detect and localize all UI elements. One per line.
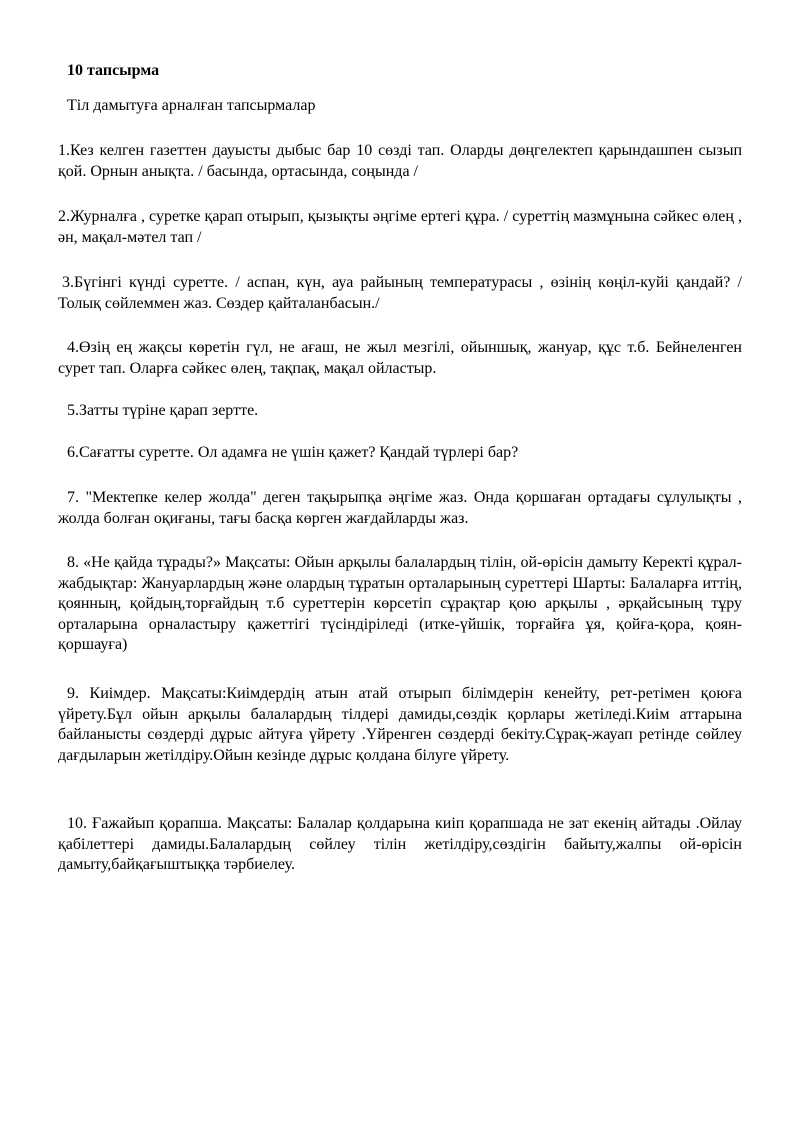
task-9: 9. Киімдер. Мақсаты:Киімдердің атын атай отырып білімдерін кенейту, рет-ретімен қоюға үйрету.Бұл ойын арқылы балалардың тілдері дамиды,сөздік қорлары жетіледі.Киім аттарына байланысты сөздерді дұрыс айтуға үйрету .Үйренген сөздерді бекіту.Сұрақ-жауап ретінде сөйлеу дағдыларын жетілдіру.Ойын кезінде дұрыс қолдана білуге үйрету. <box>58 685 742 764</box>
task-1: 1.Кез келген газеттен дауысты дыбыс бар 10 сөзді тап. Оларды дөңгелектеп қарындашпен сызып қой. Орнын анықта. / басында, ортасында, соңында / <box>58 142 742 180</box>
task-8: 8. «Не қайда тұрады?» Мақсаты: Ойын арқылы балалардың тілін, ой-өрісін дамыту Керекті құрал-жабдықтар: Жануарлардың және олардың тұратын орталарының суреттері Шарты: Балаларға иттің, қоянның, қойдың,торғайдың т.б суреттерін көрсетіп сұрақтар қою арқылы , әрқайсының тұру орталарына орналастыру қажеттігі түсіндіріледі (итке-үйшік, торғайға ұя, қойға-қора, қоян-қоршауға) <box>58 554 742 653</box>
task-7: 7. "Мектепке келер жолда" деген тақырыпқа әңгіме жаз. Онда қоршаған ортадағы сұлулықты , жолда болған оқиғаны, тағы басқа көрген жағдайларды жаз. <box>58 489 742 527</box>
task-10: 10. Ғажайып қорапша. Мақсаты: Балалар қолдарына киіп қорапшада не зат екенің айтады .Ойлау қабілеттері дамиды.Балалардың сөйлеу тілін жетілдіру,сөздігін байыту,жалпы ой-өрісін дамыту,байқағыштыққа тәрбиелеу. <box>58 815 742 873</box>
task-4: 4.Өзің ең жақсы көретін гүл, не ағаш, не жыл мезгілі, ойыншық, жануар, құс т.б. Бейнеленген сурет тап. Оларға сәйкес өлең, тақпақ, мақал ойластыр. <box>58 339 742 377</box>
page-title: 10 тапсырма <box>67 62 160 79</box>
page-subtitle: Тіл дамытуға арналған тапсырмалар <box>67 97 316 114</box>
task-6: 6.Сағатты суретте. Ол адамға не үшін қажет? Қандай түрлері бар? <box>67 444 519 461</box>
task-5: 5.Затты түріне қарап зертте. <box>67 402 259 419</box>
task-3: 3.Бүгінгі күнді суретте. / аспан, күн, ауа райының температурасы , өзінің көңіл-куйі қандай? / Толық сөйлеммен жаз. Сөздер қайталанбасын./ <box>58 274 742 312</box>
task-2: 2.Журналға , суретке қарап отырып, қызықты әңгіме ертегі құра. / суреттің мазмұнына сәйкес өлең , ән, мақал-мәтел тап / <box>58 208 742 246</box>
